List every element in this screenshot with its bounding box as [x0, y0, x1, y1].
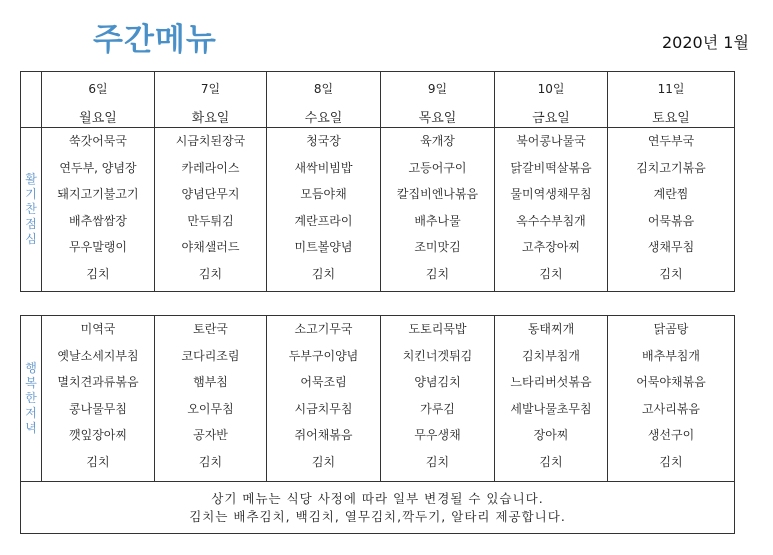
lunch-menu-tue [155, 128, 267, 292]
day-date: 11일 [657, 82, 685, 96]
label-char: 찬 [25, 202, 37, 216]
menu-item: 김치 [86, 454, 110, 469]
day-date: 8일 [313, 82, 334, 96]
lunch-menu-fri [495, 128, 608, 292]
menu-item: 물미역생채무침 [510, 187, 592, 201]
menu-item: 두부구이양념 [288, 348, 359, 363]
day-weekday: 토요일 [652, 111, 690, 126]
menu-item: 김치 [539, 454, 563, 469]
day-weekday: 월요일 [79, 111, 117, 126]
day-date: 7일 [200, 82, 221, 96]
menu-item: 닭갈비떡살볶음 [510, 160, 592, 175]
menu-item: 청국장 [306, 134, 341, 148]
menu-item: 양념단무지 [181, 187, 240, 201]
lunch-menu-mon [42, 128, 155, 292]
menu-item: 옥수수부침개 [516, 213, 586, 228]
dinner-menu-tue [155, 316, 267, 482]
label-char: 행 [25, 361, 37, 375]
dinner-menu-mon [42, 316, 155, 482]
day-header-tue [155, 72, 267, 128]
menu-item: 치킨너겟튀김 [402, 348, 473, 363]
menu-item: 김치 [198, 454, 223, 469]
dinner-table [20, 315, 735, 534]
menu-item: 배추부침개 [642, 348, 700, 363]
menu-item: 시금치된장국 [175, 134, 246, 148]
lunch-menu-sat [608, 128, 735, 292]
menu-item: 계란찜 [653, 187, 689, 201]
day-weekday: 화요일 [191, 111, 230, 126]
menu-item: 옛날소세지부침 [57, 348, 139, 363]
notes-row [21, 482, 735, 534]
menu-item: 고등어구이 [408, 160, 467, 175]
day-header-sat [608, 72, 735, 128]
menu-item: 쥐어채볶음 [294, 428, 353, 442]
menu-item: 돼지고기불고기 [57, 187, 139, 201]
menu-item: 고사리볶음 [642, 401, 700, 416]
menu-item: 새싹비빔밥 [294, 160, 353, 175]
menu-item: 소고기무국 [294, 322, 353, 336]
menu-item: 무우말랭이 [69, 240, 127, 254]
menu-item: 햄부침 [193, 375, 228, 389]
dinner-label [21, 316, 42, 482]
menu-item: 미역국 [80, 322, 116, 336]
day-date: 10일 [537, 82, 565, 96]
menu-item: 양념김치 [414, 375, 461, 389]
menu-item: 쑥갓어묵국 [69, 134, 127, 148]
menu-item: 코다리조림 [181, 348, 240, 363]
menu-item: 느타리버섯볶음 [510, 375, 592, 389]
menu-item: 김치 [198, 266, 223, 281]
day-weekday: 금요일 [532, 111, 570, 126]
menu-item: 도토리묵밥 [408, 322, 467, 336]
menu-item: 무우생채 [414, 428, 461, 442]
menu-item: 모듬야채 [300, 187, 347, 201]
menu-item: 김치 [311, 454, 336, 469]
lunch-row [21, 128, 735, 292]
lunch-label [21, 128, 42, 292]
menu-item: 연두부국 [647, 134, 695, 148]
month-label: 2020년 1월 [662, 33, 749, 52]
menu-item: 김치 [425, 266, 450, 281]
menu-item: 김치 [86, 266, 110, 281]
menu-item: 토란국 [193, 322, 228, 336]
menu-item: 어묵볶음 [647, 213, 695, 228]
menu-item: 생채무침 [647, 240, 695, 254]
day-weekday: 목요일 [418, 111, 457, 126]
menu-item: 김치 [311, 266, 336, 281]
menu-item: 공자반 [193, 428, 228, 442]
menu-item: 미트볼양념 [294, 240, 353, 254]
lunch-menu-thu [381, 128, 495, 292]
menu-item: 고추장아찌 [522, 240, 580, 254]
label-char: 기 [25, 187, 37, 201]
menu-item: 김치 [659, 454, 683, 469]
menu-item: 깻잎장아찌 [69, 428, 127, 442]
day-date: 6일 [88, 82, 108, 96]
menu-item: 김치부침개 [522, 348, 580, 363]
lunch-menu-wed [267, 128, 381, 292]
menu-item: 김치 [659, 266, 683, 281]
menu-item: 동태찌개 [527, 322, 575, 336]
menu-item: 닭곰탕 [653, 322, 689, 336]
day-weekday: 수요일 [304, 111, 343, 126]
menu-item: 김치 [425, 454, 450, 469]
notes-cell [21, 482, 735, 534]
menu-item: 김치고기볶음 [636, 160, 706, 175]
note-line: 김치는 배추김치, 백김치, 열무김치,깍두기, 알타리 제공합니다. [189, 508, 566, 524]
label-char: 복 [25, 376, 37, 390]
lunch-table [20, 71, 735, 292]
menu-item: 조미맛김 [414, 240, 461, 254]
dinner-menu-wed [267, 316, 381, 482]
menu-item: 배추쌈쌈장 [69, 213, 127, 228]
day-header-wed [267, 72, 381, 128]
dinner-menu-thu [381, 316, 495, 482]
note-line: 상기 메뉴는 식당 사정에 따라 일부 변경될 수 있습니다. [211, 490, 544, 506]
dinner-menu-fri [495, 316, 608, 482]
menu-item: 어묵야채볶음 [636, 375, 706, 389]
page-title: 주간메뉴 [93, 22, 217, 58]
menu-item: 계란프라이 [294, 213, 353, 228]
menu-item: 김치 [539, 266, 563, 281]
label-char: 활 [25, 172, 37, 186]
menu-item: 어묵조림 [300, 375, 347, 389]
day-header-mon [42, 72, 155, 128]
menu-item: 북어콩나물국 [516, 134, 586, 148]
label-char: 점 [25, 217, 37, 231]
menu-item: 생선구이 [647, 428, 695, 442]
menu-item: 배추나물 [414, 213, 461, 228]
menu-item: 가루김 [420, 401, 455, 416]
label-char: 한 [25, 391, 37, 405]
label-char: 심 [25, 232, 37, 246]
dinner-menu-sat [608, 316, 735, 482]
menu-item: 야채샐러드 [181, 240, 240, 254]
menu-item: 오이무침 [187, 401, 234, 416]
day-header-row [21, 72, 735, 128]
label-char: 녁 [25, 421, 37, 435]
menu-item: 세발나물초무침 [510, 401, 592, 416]
menu-item: 칼집비엔나볶음 [396, 187, 479, 201]
dinner-row [21, 316, 735, 482]
day-header-fri [495, 72, 608, 128]
menu-item: 시금치무침 [294, 401, 353, 416]
label-char: 저 [25, 406, 37, 420]
menu-item: 멸치견과류볶음 [57, 375, 139, 389]
menu-item: 육개장 [420, 134, 455, 148]
menu-item: 콩나물무침 [69, 401, 127, 416]
day-date: 9일 [427, 82, 448, 96]
day-header-thu [381, 72, 495, 128]
menu-item: 카레라이스 [181, 160, 240, 175]
menu-item: 연두부, 양념장 [59, 160, 137, 175]
menu-item: 장아찌 [533, 428, 569, 442]
corner-cell [21, 72, 42, 128]
menu-item: 만두튀김 [187, 213, 234, 228]
